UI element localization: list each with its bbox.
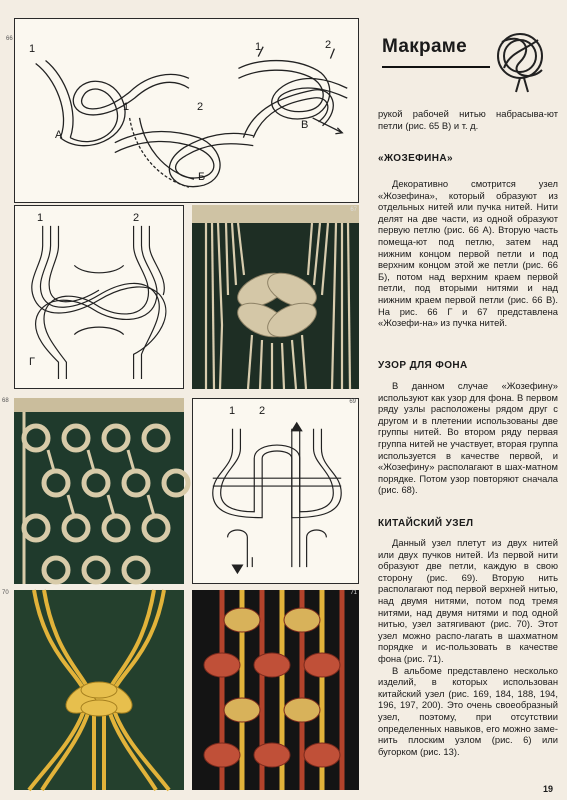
label-2: 2 [259,405,266,417]
label-2: 2 [133,212,140,224]
label-1: 1 [229,405,236,417]
label-1: 1 [37,212,44,224]
label-2v: 2 [325,39,332,51]
knot-logo-icon [490,22,552,94]
text-block-2 [378,380,558,496]
page-number: 19 [542,784,553,794]
rope-photo-70 [14,590,184,790]
corner-number: 66 [6,36,13,42]
label-1a: 1 [29,43,36,55]
paragraph-album: В альбоме представлено несколько изделий, в которых использован китайский узел (рис. 169, 184, 188, 194, 196, 197, 200). Это очень своеобразный узел, поэтому, при отсутствии определенных навыков, его можно заме-нить плоским узлом (рис. 6) или бугорком (рис. 13). [378,664,558,757]
figure-67-photo [192,205,359,389]
figure-66-diagram [14,18,359,203]
label-1v: 1 [255,41,262,53]
label-v: В [301,119,309,131]
figure-number: 69 [349,399,356,405]
paragraph-josephine: Декоративно смотрится узел «Жозефина», который образуют из отдельных нитей или пучка нитей. Нити делят на две части, из одной образуют первую петлю (рис. 66 А). Вторую часть помеща-ют под петлю, затем над нижним концом первой петли и под верхним концом этой же петли (рис. 66 Б), потом над верхним краем первой петли, под вторыми нитями и над нижним краем первой петли (рис. 66 В). На рис. 66 Г и 67 представлена «Жозефи-на» из пучка нитей. [378,178,558,329]
section-title: Макраме [382,36,468,57]
knot-diagram-66 [15,19,358,202]
figure-69-diagram [192,398,359,584]
heading-background-pattern: УЗОР ДЛЯ ФОНА [378,360,468,371]
paragraph-background: В данном случае «Жозефину» используют как узор для фона. В первом ряду узлы расположены рядом друг с другом и в плетении использованы две группы нитей. Во втором ряду первая группа нитей не участвует, вторая группа используется в качестве первой, и «Жозефину» располагают в шах-матном порядке. Потом узор повторяют сначала (рис. 68). [378,380,558,496]
figure-71-photo [192,590,359,790]
label-a: А [55,129,63,141]
rope-photo-71 [192,590,359,790]
text-block-3 [378,537,558,757]
heading-josephine: «ЖОЗЕФИНА» [378,153,453,164]
text-block-1 [378,178,558,329]
figure-number: 68 [2,398,9,404]
paragraph-chinese-knot: Данный узел плетут из двух нитей или двух пучков нитей. Из первой нити образуют две петли, каждую в свою сторону (рис. 69). Вторую нить располагают под первой верхней нитью, над двумя нитями, потом под тремя нитями, над двумя нитями и под одной нитью, узел затягивают (рис. 70). Этот узел можно распо-лагать в шахматном порядке и ис-пользовать в качестве фона (рис. 71). [378,537,558,664]
figure-66g-diagram [14,205,184,389]
figure-68-photo [2,398,184,584]
label-g: Г [29,356,35,368]
heading-chinese-knot: КИТАЙСКИЙ УЗЕЛ [378,518,474,529]
figure-number: 67 [350,207,357,213]
chinese-knot-diagram [193,399,358,583]
rope-photo-67 [192,205,359,389]
section-header [378,22,552,94]
figure-number: 71 [350,590,357,596]
title-underline [382,66,490,68]
label-1b: 1 [123,101,130,113]
figure-number: 70 [2,590,9,596]
rope-photo-68 [14,398,184,584]
intro-paragraph: рукой рабочей нитью набрасыва-ют петли (рис. 65 В) и т. д. [378,108,558,131]
label-2b: 2 [197,101,204,113]
figure-70-photo [2,590,184,790]
label-b: Б [198,171,206,183]
josephine-knot-diagram [15,206,183,388]
intro-text [378,108,558,131]
